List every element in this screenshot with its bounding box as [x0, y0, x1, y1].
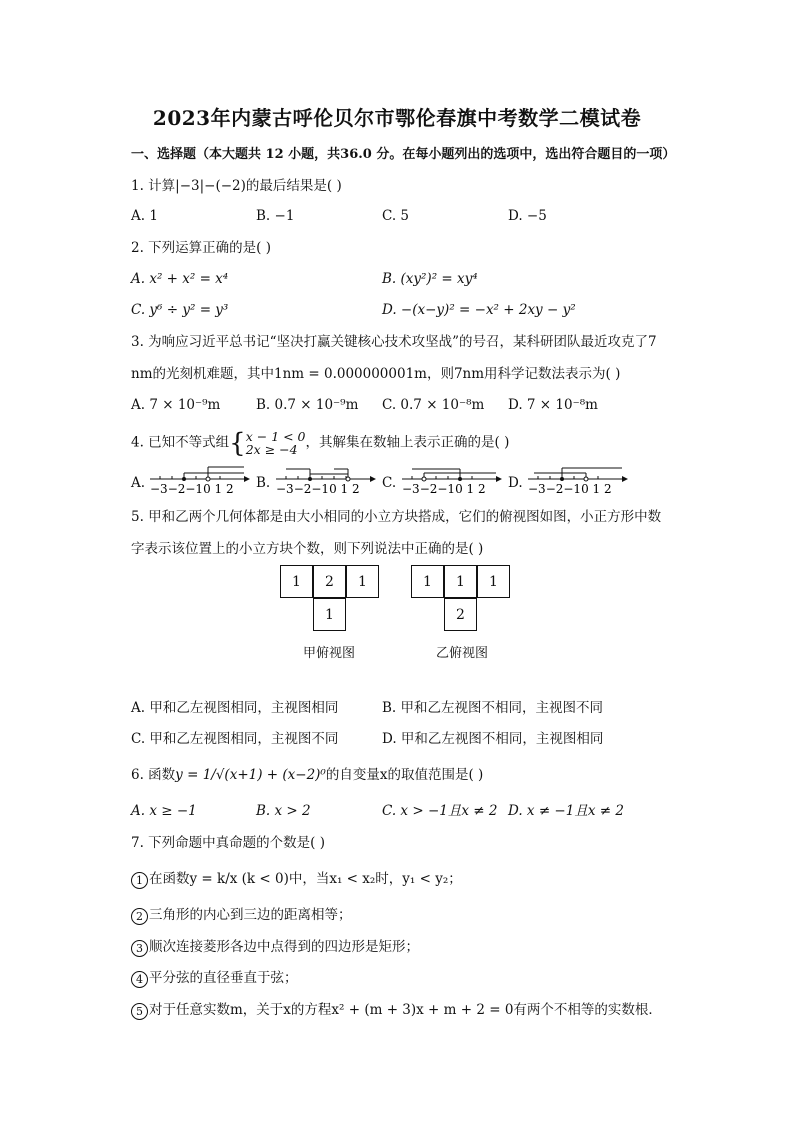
figure-b-cell: 1: [477, 565, 510, 598]
q7-item-text: 在函数y = k/x (k < 0)中，当x₁ < x₂时，y₁ < y₂；: [149, 871, 462, 887]
q7-item-text: 三角形的内心到三边的距离相等；: [149, 907, 352, 923]
q4-suffix: ，其解集在数轴上表示正确的是( ): [305, 434, 510, 451]
q1-option-d: D. −5: [508, 208, 547, 224]
q3-stem-line2: nm的光刻机难题，其中1nm = 0.000000001m，则7nm用科学记数法表示为( ): [131, 366, 621, 382]
q4-option-d-letter: D.: [508, 475, 523, 491]
q7-item-5: [131, 1000, 662, 1020]
q1-option-c: C. 5: [382, 208, 410, 224]
circled-number: 5: [131, 1003, 148, 1020]
q3-option-b: B. 0.7 × 10⁻⁹m: [256, 397, 359, 413]
q2-option-d: D. −(x−y)² = −x² + 2xy − y²: [382, 302, 576, 318]
q4-option-a-letter: A.: [131, 475, 146, 491]
figure-b-cell: 1: [444, 565, 477, 598]
q4-axis-labels: −3−2−10 1 2: [528, 482, 612, 496]
q4-prefix: 4. 已知不等式组: [131, 434, 230, 451]
section-heading: 一、选择题（本大题共 12 小题，共36.0 分。在每小题列出的选项中，选出符合题目的一项）: [131, 147, 676, 162]
q3-option-a: A. 7 × 10⁻⁹m: [131, 397, 221, 413]
q1-stem: 1. 计算|−3|−(−2)的最后结果是( ): [131, 178, 342, 194]
q5-option-b: B. 甲和乙左视图不相同，主视图不同: [382, 700, 604, 716]
figure-a-caption: 甲俯视图: [303, 646, 356, 661]
q6-stem: [131, 765, 483, 785]
q4-stem: [131, 428, 510, 459]
q3-option-d: D. 7 × 10⁻⁸m: [508, 397, 598, 413]
q6-suffix: 的自变量x的取值范围是( ): [325, 767, 484, 783]
q4-option-c-number-line: [402, 462, 502, 496]
q6-prefix: 6. 函数: [131, 767, 176, 783]
q2-option-a: A. x² + x² = x⁴: [131, 271, 229, 287]
q3-stem-line1: 3. 为响应习近平总书记“坚决打赢关键核心技术攻坚战”的号召，某科研团队最近攻克了7: [131, 334, 657, 350]
q7-item-text: 顺次连接菱形各边中点得到的四边形是矩形；: [149, 939, 419, 955]
circled-number: 4: [131, 971, 148, 988]
figure-a-cell: 1: [313, 598, 346, 631]
circled-number: 1: [131, 872, 148, 889]
figure-b-caption: 乙俯视图: [436, 646, 489, 661]
q1-option-a: A. 1: [131, 208, 158, 224]
q6-function: y = 1/√(x+1) + (x−2)⁰: [175, 767, 326, 783]
figure-b-cell: 1: [411, 565, 444, 598]
q7-stem: 7. 下列命题中真命题的个数是( ): [131, 835, 325, 851]
q4-axis-labels: −3−2−10 1 2: [402, 482, 486, 496]
q4-system-line2: 2x ≥ −4: [245, 442, 298, 457]
circled-number: 2: [131, 908, 148, 925]
q4-brace: {: [229, 428, 246, 459]
q5-stem-line1: 5. 甲和乙两个几何体都是由大小相同的小立方块搭成，它们的俯视图如图，小正方形中数: [131, 509, 662, 525]
q4-option-d-number-line: [528, 462, 628, 496]
q5-option-c: C. 甲和乙左视图相同，主视图不同: [131, 731, 339, 747]
q4-axis-labels: −3−2−10 1 2: [276, 482, 360, 496]
q4-option-b-number-line: [276, 462, 376, 496]
q7-item-text: 对于任意实数m，关于x的方程x² + (m + 3)x + m + 2 = 0有两个不相等的实数根．: [149, 1002, 662, 1018]
q7-item-2: [131, 905, 352, 925]
figure-a-cell: 2: [313, 565, 346, 598]
q2-option-b: B. (xy²)² = xy⁴: [382, 271, 478, 287]
q6-option-d: D. x ≠ −1且x ≠ 2: [508, 803, 624, 819]
q6-option-a: A. x ≥ −1: [131, 803, 197, 819]
q7-item-1: [131, 869, 462, 889]
q4-option-a-number-line: [150, 462, 250, 496]
q4-system-line1: x − 1 < 0: [245, 429, 306, 444]
q1-option-b: B. −1: [256, 208, 295, 224]
q6-option-b: B. x > 2: [256, 803, 311, 819]
q7-item-4: [131, 968, 298, 988]
q6-option-c: C. x > −1且x ≠ 2: [382, 803, 498, 819]
figure-a-cell: 1: [346, 565, 379, 598]
q4-axis-labels: −3−2−10 1 2: [150, 482, 234, 496]
q7-item-text: 平分弦的直径垂直于弦；: [149, 970, 298, 986]
q2-option-c: C. y⁶ ÷ y² = y³: [131, 302, 229, 318]
q5-option-a: A. 甲和乙左视图相同，主视图相同: [131, 700, 339, 716]
figure-b-cell: 2: [444, 598, 477, 631]
circled-number: 3: [131, 940, 148, 957]
q3-option-c: C. 0.7 × 10⁻⁸m: [382, 397, 485, 413]
q4-system: [246, 430, 306, 456]
q4-option-c-letter: C.: [382, 475, 397, 491]
q5-stem-line2: 字表示该位置上的小立方块个数，则下列说法中正确的是( ): [131, 541, 484, 557]
q4-option-b-letter: B.: [256, 475, 271, 491]
q2-stem: 2. 下列运算正确的是( ): [131, 240, 271, 256]
figure-a-cell: 1: [280, 565, 313, 598]
q5-option-d: D. 甲和乙左视图不相同，主视图相同: [382, 731, 604, 747]
page-title: 2023年内蒙古呼伦贝尔市鄂伦春旗中考数学二模试卷: [152, 106, 642, 130]
q7-item-3: [131, 937, 419, 957]
